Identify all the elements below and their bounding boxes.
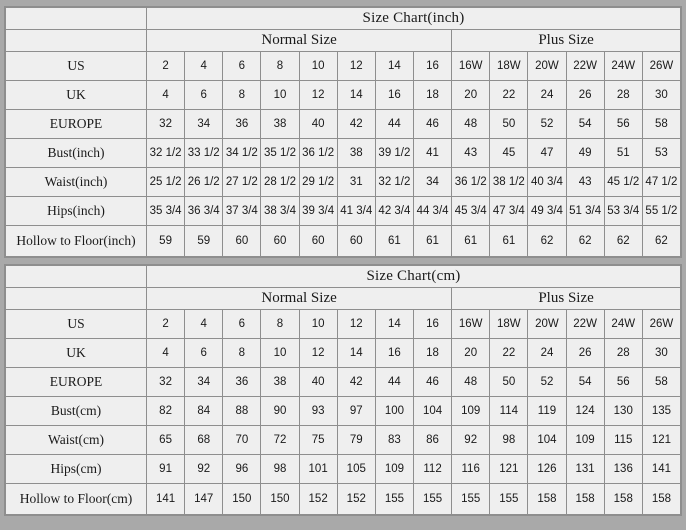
cell: 42 3/4 — [375, 197, 413, 226]
cell: 32 1/2 — [375, 168, 413, 197]
cell: 10 — [261, 339, 299, 368]
cell: 100 — [375, 397, 413, 426]
cell: 32 1/2 — [147, 139, 185, 168]
cell: 22W — [566, 52, 604, 81]
cell: 12 — [337, 52, 375, 81]
cell: 104 — [528, 426, 566, 455]
cell: 29 1/2 — [299, 168, 337, 197]
title-spacer — [6, 266, 147, 288]
group-spacer — [6, 288, 147, 310]
cell: 61 — [452, 226, 490, 257]
cell: 26W — [642, 310, 680, 339]
cell: 54 — [566, 110, 604, 139]
cell: 40 3/4 — [528, 168, 566, 197]
cell: 33 1/2 — [185, 139, 223, 168]
cell: 4 — [185, 310, 223, 339]
cell: 70 — [223, 426, 261, 455]
cell: 22 — [490, 339, 528, 368]
cell: 97 — [337, 397, 375, 426]
cell: 51 3/4 — [566, 197, 604, 226]
row-label: EUROPE — [6, 110, 147, 139]
cell: 28 1/2 — [261, 168, 299, 197]
cell: 4 — [185, 52, 223, 81]
cell: 18W — [490, 52, 528, 81]
cell: 32 — [147, 110, 185, 139]
cell: 22 — [490, 81, 528, 110]
cell: 84 — [185, 397, 223, 426]
cell: 51 — [604, 139, 642, 168]
table-row — [6, 368, 681, 397]
cell: 4 — [147, 81, 185, 110]
row-label: UK — [6, 339, 147, 368]
cell: 34 — [185, 110, 223, 139]
cell: 24W — [604, 310, 642, 339]
row-label: Waist(inch) — [6, 168, 147, 197]
cell: 20W — [528, 310, 566, 339]
cell: 30 — [642, 81, 680, 110]
cell: 48 — [452, 368, 490, 397]
cell: 152 — [337, 484, 375, 515]
cell: 52 — [528, 110, 566, 139]
cell: 6 — [185, 81, 223, 110]
cell: 50 — [490, 368, 528, 397]
cell: 26 — [566, 339, 604, 368]
cell: 50 — [490, 110, 528, 139]
cell: 141 — [642, 455, 680, 484]
cell: 30 — [642, 339, 680, 368]
cell: 158 — [528, 484, 566, 515]
cell: 155 — [413, 484, 451, 515]
cell: 52 — [528, 368, 566, 397]
row-label: UK — [6, 81, 147, 110]
cell: 38 1/2 — [490, 168, 528, 197]
cell: 16 — [375, 81, 413, 110]
cell: 22W — [566, 310, 604, 339]
cell: 92 — [452, 426, 490, 455]
group-plus-size: Plus Size — [452, 288, 681, 310]
size-chart-cm-table — [5, 265, 681, 515]
cell: 14 — [337, 339, 375, 368]
cell: 41 3/4 — [337, 197, 375, 226]
cell: 8 — [261, 310, 299, 339]
cell: 131 — [566, 455, 604, 484]
row-label: Bust(cm) — [6, 397, 147, 426]
cell: 6 — [185, 339, 223, 368]
cell: 158 — [604, 484, 642, 515]
cell: 54 — [566, 368, 604, 397]
cell: 18 — [413, 339, 451, 368]
row-label: Hips(cm) — [6, 455, 147, 484]
cell: 34 — [185, 368, 223, 397]
title-spacer — [6, 8, 147, 30]
cell: 86 — [413, 426, 451, 455]
cell: 26W — [642, 52, 680, 81]
cell: 10 — [299, 310, 337, 339]
cell: 98 — [490, 426, 528, 455]
cell: 49 3/4 — [528, 197, 566, 226]
cell: 38 3/4 — [261, 197, 299, 226]
cell: 28 — [604, 339, 642, 368]
cell: 16W — [452, 52, 490, 81]
row-label: Waist(cm) — [6, 426, 147, 455]
cell: 112 — [413, 455, 451, 484]
cell: 14 — [375, 310, 413, 339]
cell: 60 — [261, 226, 299, 257]
cell: 45 3/4 — [452, 197, 490, 226]
row-label: US — [6, 52, 147, 81]
chart-title: Size Chart(cm) — [147, 266, 681, 288]
size-chart-inch — [4, 6, 682, 258]
row-label: US — [6, 310, 147, 339]
cell: 27 1/2 — [223, 168, 261, 197]
cell: 141 — [147, 484, 185, 515]
cell: 48 — [452, 110, 490, 139]
cell: 16 — [413, 52, 451, 81]
cell: 38 — [261, 368, 299, 397]
table-row — [6, 110, 681, 139]
cell: 49 — [566, 139, 604, 168]
cell: 41 — [413, 139, 451, 168]
cell: 42 — [337, 368, 375, 397]
cell: 31 — [337, 168, 375, 197]
cell: 158 — [642, 484, 680, 515]
cell: 39 1/2 — [375, 139, 413, 168]
cell: 6 — [223, 52, 261, 81]
cell: 2 — [147, 310, 185, 339]
cell: 18W — [490, 310, 528, 339]
table-row — [6, 226, 681, 257]
cell: 116 — [452, 455, 490, 484]
cell: 62 — [604, 226, 642, 257]
cell: 58 — [642, 368, 680, 397]
cell: 62 — [642, 226, 680, 257]
cell: 47 — [528, 139, 566, 168]
size-chart-cm — [4, 264, 682, 516]
cell: 75 — [299, 426, 337, 455]
cell: 43 — [566, 168, 604, 197]
cell: 24 — [528, 339, 566, 368]
cell: 47 3/4 — [490, 197, 528, 226]
cell: 46 — [413, 110, 451, 139]
cell: 16 — [375, 339, 413, 368]
group-spacer — [6, 30, 147, 52]
cell: 39 3/4 — [299, 197, 337, 226]
cell: 38 — [337, 139, 375, 168]
cell: 59 — [147, 226, 185, 257]
cell: 35 1/2 — [261, 139, 299, 168]
row-label: Hollow to Floor(cm) — [6, 484, 147, 515]
cell: 8 — [261, 52, 299, 81]
cell: 114 — [490, 397, 528, 426]
cell: 60 — [337, 226, 375, 257]
cell: 150 — [261, 484, 299, 515]
cell: 82 — [147, 397, 185, 426]
cell: 20 — [452, 81, 490, 110]
cell: 44 3/4 — [413, 197, 451, 226]
cell: 109 — [452, 397, 490, 426]
cell: 155 — [490, 484, 528, 515]
cell: 38 — [261, 110, 299, 139]
table-row — [6, 168, 681, 197]
cell: 65 — [147, 426, 185, 455]
cell: 36 3/4 — [185, 197, 223, 226]
size-chart-inch-table — [5, 7, 681, 257]
cell: 47 1/2 — [642, 168, 680, 197]
cell: 105 — [337, 455, 375, 484]
cell: 34 — [413, 168, 451, 197]
cell: 61 — [413, 226, 451, 257]
group-header-row — [6, 288, 681, 310]
cell: 147 — [185, 484, 223, 515]
group-header-row — [6, 30, 681, 52]
cell: 36 1/2 — [452, 168, 490, 197]
cell: 101 — [299, 455, 337, 484]
row-label: Bust(inch) — [6, 139, 147, 168]
cell: 28 — [604, 81, 642, 110]
cell: 56 — [604, 368, 642, 397]
cell: 56 — [604, 110, 642, 139]
cell: 40 — [299, 110, 337, 139]
cell: 8 — [223, 81, 261, 110]
cell: 72 — [261, 426, 299, 455]
cell: 115 — [604, 426, 642, 455]
cell: 88 — [223, 397, 261, 426]
cell: 155 — [375, 484, 413, 515]
cell: 24 — [528, 81, 566, 110]
cell: 98 — [261, 455, 299, 484]
row-label: Hollow to Floor(inch) — [6, 226, 147, 257]
cell: 44 — [375, 110, 413, 139]
cell: 36 — [223, 110, 261, 139]
chart-title-row — [6, 8, 681, 30]
cell: 14 — [337, 81, 375, 110]
cell: 32 — [147, 368, 185, 397]
cell: 8 — [223, 339, 261, 368]
group-plus-size: Plus Size — [452, 30, 681, 52]
table-row — [6, 397, 681, 426]
cell: 96 — [223, 455, 261, 484]
cell: 34 1/2 — [223, 139, 261, 168]
cell: 40 — [299, 368, 337, 397]
cell: 45 — [490, 139, 528, 168]
cell: 43 — [452, 139, 490, 168]
cell: 24W — [604, 52, 642, 81]
cell: 119 — [528, 397, 566, 426]
cell: 79 — [337, 426, 375, 455]
cell: 59 — [185, 226, 223, 257]
cell: 37 3/4 — [223, 197, 261, 226]
cell: 158 — [566, 484, 604, 515]
cell: 121 — [490, 455, 528, 484]
cell: 53 — [642, 139, 680, 168]
cell: 61 — [490, 226, 528, 257]
cell: 109 — [375, 455, 413, 484]
cell: 53 3/4 — [604, 197, 642, 226]
cell: 150 — [223, 484, 261, 515]
cell: 4 — [147, 339, 185, 368]
cell: 93 — [299, 397, 337, 426]
cell: 16 — [413, 310, 451, 339]
cell: 45 1/2 — [604, 168, 642, 197]
table-row — [6, 52, 681, 81]
cell: 46 — [413, 368, 451, 397]
cell: 16W — [452, 310, 490, 339]
cell: 12 — [299, 339, 337, 368]
cell: 155 — [452, 484, 490, 515]
cell: 62 — [566, 226, 604, 257]
cell: 126 — [528, 455, 566, 484]
group-normal-size: Normal Size — [147, 288, 452, 310]
row-label: EUROPE — [6, 368, 147, 397]
table-row — [6, 339, 681, 368]
cell: 36 — [223, 368, 261, 397]
cell: 6 — [223, 310, 261, 339]
group-normal-size: Normal Size — [147, 30, 452, 52]
cell: 35 3/4 — [147, 197, 185, 226]
cell: 14 — [375, 52, 413, 81]
cell: 12 — [337, 310, 375, 339]
cell: 91 — [147, 455, 185, 484]
cell: 121 — [642, 426, 680, 455]
cell: 10 — [261, 81, 299, 110]
cell: 10 — [299, 52, 337, 81]
cell: 18 — [413, 81, 451, 110]
cell: 83 — [375, 426, 413, 455]
cell: 152 — [299, 484, 337, 515]
cell: 25 1/2 — [147, 168, 185, 197]
cell: 20W — [528, 52, 566, 81]
table-row — [6, 81, 681, 110]
table-row — [6, 484, 681, 515]
cell: 62 — [528, 226, 566, 257]
row-label: Hips(inch) — [6, 197, 147, 226]
cell: 20 — [452, 339, 490, 368]
table-row — [6, 310, 681, 339]
cell: 130 — [604, 397, 642, 426]
cell: 58 — [642, 110, 680, 139]
table-row — [6, 455, 681, 484]
cell: 136 — [604, 455, 642, 484]
cell: 68 — [185, 426, 223, 455]
table-row — [6, 139, 681, 168]
cell: 2 — [147, 52, 185, 81]
chart-title-row — [6, 266, 681, 288]
cell: 60 — [299, 226, 337, 257]
cell: 44 — [375, 368, 413, 397]
cell: 26 1/2 — [185, 168, 223, 197]
cell: 135 — [642, 397, 680, 426]
cell: 109 — [566, 426, 604, 455]
cell: 90 — [261, 397, 299, 426]
cell: 60 — [223, 226, 261, 257]
chart-title: Size Chart(inch) — [147, 8, 681, 30]
cell: 104 — [413, 397, 451, 426]
table-row — [6, 426, 681, 455]
cell: 42 — [337, 110, 375, 139]
cell: 92 — [185, 455, 223, 484]
cell: 61 — [375, 226, 413, 257]
cell: 55 1/2 — [642, 197, 680, 226]
cell: 36 1/2 — [299, 139, 337, 168]
cell: 12 — [299, 81, 337, 110]
cell: 26 — [566, 81, 604, 110]
table-row — [6, 197, 681, 226]
cell: 124 — [566, 397, 604, 426]
